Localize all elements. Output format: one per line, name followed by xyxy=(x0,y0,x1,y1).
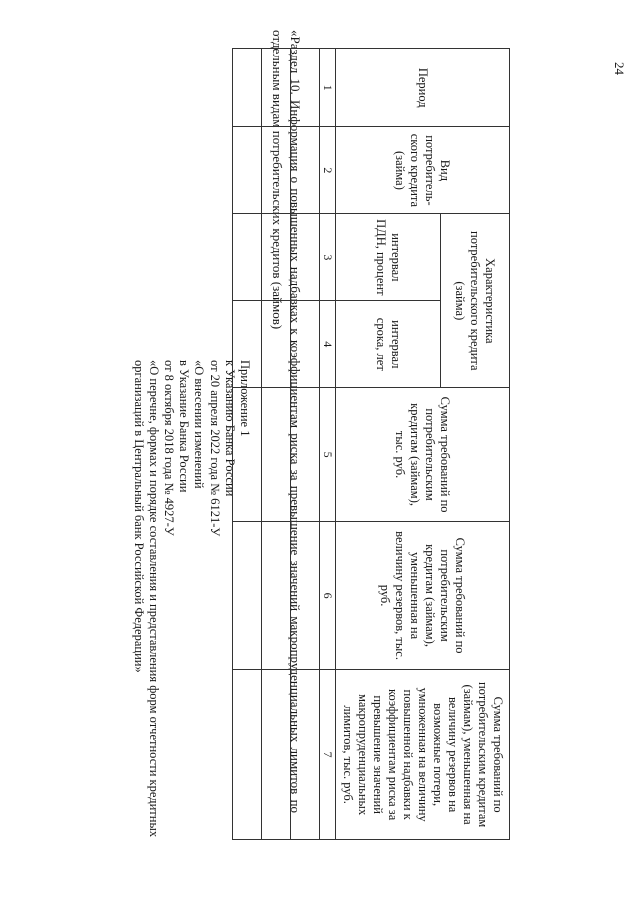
table-cell xyxy=(262,670,291,840)
appendix-line: в Указание Банка России xyxy=(177,360,192,493)
table-cell xyxy=(262,127,291,214)
column-number-row xyxy=(320,49,336,840)
column-number: 6 xyxy=(320,521,336,669)
table-cell xyxy=(262,521,291,669)
appendix-line: «О внесении изменений xyxy=(192,360,207,489)
column-number: 2 xyxy=(320,127,336,214)
section-title-line-1: «Раздел 10. Информация о повышенных надбавках к коэффициентам риска за превышение значений макропруденциальных лимитов по xyxy=(288,30,303,814)
table-cell xyxy=(291,301,320,388)
table-row xyxy=(233,49,262,840)
column-number: 4 xyxy=(320,301,336,388)
column-number: 7 xyxy=(320,670,336,840)
column-number: 1 xyxy=(320,49,336,127)
report-table xyxy=(232,48,510,840)
table-cell xyxy=(233,521,262,669)
appendix-line: «О перечне, формах и порядке составления и представления форм отчетности кредитных организаций в Центральный банк Российской Федерации» xyxy=(131,360,161,838)
appendix-line: от 8 октября 2018 года № 4927-У xyxy=(161,360,176,536)
page-number: 24 xyxy=(612,62,627,75)
appendix-line: Приложение 1 xyxy=(238,360,252,437)
table-cell xyxy=(291,127,320,214)
header-pdn-interval: интервал ПДН, процент xyxy=(336,214,441,301)
header-claims-net-reserves-multiplied: Сумма требований по потребительским кредитам (займам), уменьшенная на величину резервов на возможные потери, умноженная на величину повышенной надбавки к коэффициентам риска за превышение значений макропруденциальных лимитов, тыс. руб. xyxy=(336,670,510,840)
table-header-row xyxy=(441,49,510,840)
section-title-line-2: отдельным видам потребительских кредитов (займов) xyxy=(270,30,285,330)
table-row xyxy=(262,49,291,840)
table-cell xyxy=(291,521,320,669)
table-cell xyxy=(291,388,320,522)
header-claims-net-reserves: Сумма требований по потребительским кредитам (займам), уменьшенная на величину резервов, тыс. руб. xyxy=(336,521,510,669)
header-characteristics: Характеристика потребительского кредита (займа) xyxy=(441,214,510,388)
header-term-interval: интервал срока, лет xyxy=(336,301,441,388)
column-number: 3 xyxy=(320,214,336,301)
table-cell xyxy=(233,670,262,840)
appendix-line: от 20 апреля 2022 года № 6121-У xyxy=(207,360,222,537)
table-cell xyxy=(291,214,320,301)
table-cell xyxy=(233,388,262,522)
column-number: 5 xyxy=(320,388,336,522)
table-cell xyxy=(262,388,291,522)
header-claims-sum: Сумма требований по потребительским кредитам (займам), тыс. руб. xyxy=(336,388,510,522)
header-period: Период xyxy=(336,49,510,127)
appendix-line: к Указанию Банка России xyxy=(222,360,237,497)
table-cell xyxy=(233,301,262,388)
table-cell xyxy=(233,214,262,301)
table-cell xyxy=(233,127,262,214)
table-row xyxy=(291,49,320,840)
table-cell xyxy=(262,214,291,301)
table-cell xyxy=(291,49,320,127)
header-loan-type: Вид потребитель-ского кредита (займа) xyxy=(336,127,510,214)
table-cell xyxy=(233,49,262,127)
table-cell xyxy=(262,301,291,388)
table-cell xyxy=(291,670,320,840)
table-cell xyxy=(262,49,291,127)
